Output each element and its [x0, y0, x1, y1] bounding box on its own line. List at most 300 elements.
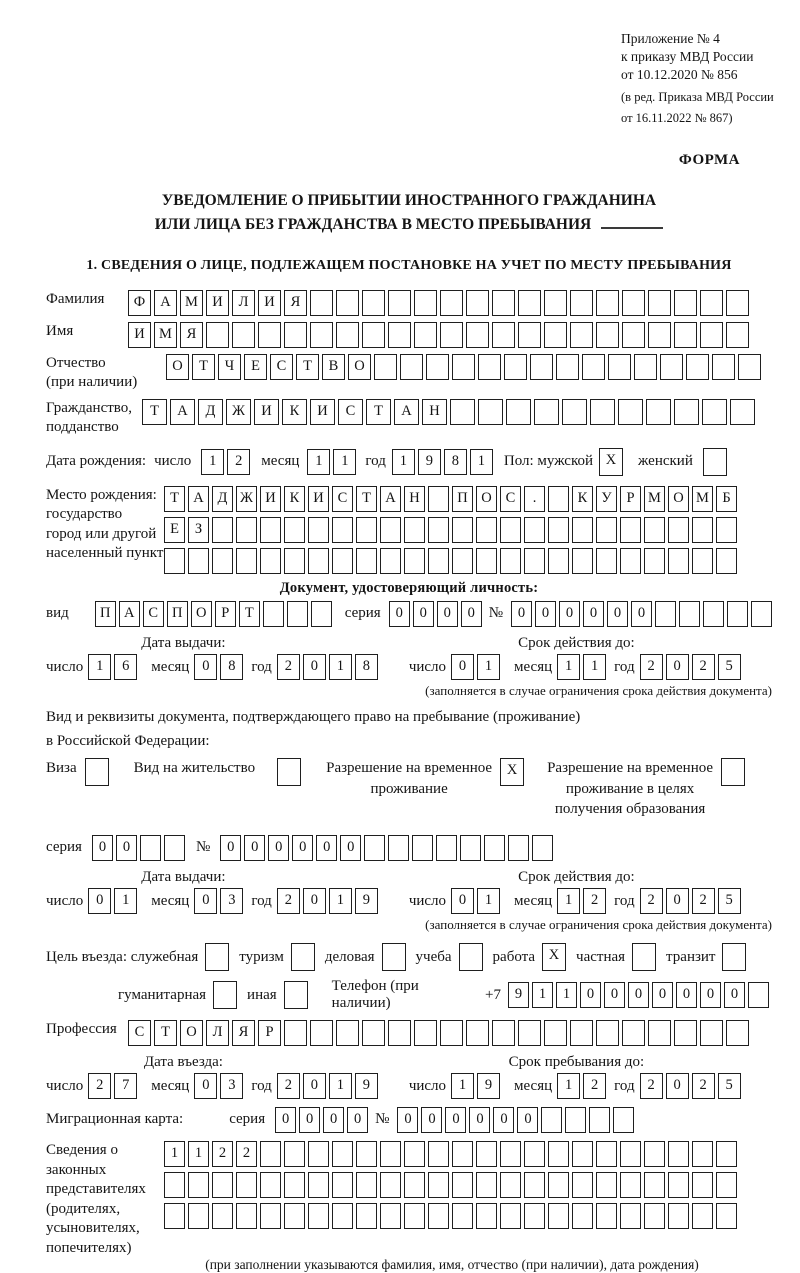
permit-issue-year-cell[interactable]: 2 [277, 888, 300, 914]
profession-cell[interactable] [570, 1020, 593, 1046]
migration-number-cell[interactable] [589, 1107, 610, 1133]
birth-place-cell[interactable] [476, 517, 497, 543]
representatives-cell[interactable] [668, 1141, 689, 1167]
patronymic-cell[interactable] [504, 354, 527, 380]
id-kind-cell[interactable] [311, 601, 332, 627]
profession-cell[interactable] [648, 1020, 671, 1046]
patronymic-cell[interactable] [738, 354, 761, 380]
permit-number-cell[interactable]: 0 [316, 835, 337, 861]
surname-cell[interactable] [518, 290, 541, 316]
purpose-business-box[interactable] [382, 943, 406, 971]
citizenship-cell[interactable] [450, 399, 475, 425]
birth-place-cell[interactable] [380, 517, 401, 543]
birth-month-cell[interactable]: 1 [307, 449, 330, 475]
representatives-cell[interactable] [332, 1141, 353, 1167]
migration-number-cell[interactable]: 0 [493, 1107, 514, 1133]
surname-cell[interactable] [362, 290, 385, 316]
entry-month-cell[interactable]: 3 [220, 1073, 243, 1099]
representatives-cell[interactable]: 2 [212, 1141, 233, 1167]
permit-number-cell[interactable]: 0 [244, 835, 265, 861]
birth-place-cell[interactable] [452, 517, 473, 543]
birth-place-cell[interactable] [308, 517, 329, 543]
permit-expiry-day-cell[interactable]: 0 [451, 888, 474, 914]
representatives-cell[interactable] [260, 1172, 281, 1198]
surname-cell[interactable]: А [154, 290, 177, 316]
birth-place-cell[interactable] [500, 517, 521, 543]
id-number-cell[interactable] [679, 601, 700, 627]
birth-place-cell[interactable] [572, 517, 593, 543]
surname-cell[interactable]: И [206, 290, 229, 316]
phone-cell[interactable]: 0 [700, 982, 721, 1008]
birth-place-cell[interactable] [620, 548, 641, 574]
birth-year-cell[interactable]: 1 [470, 449, 493, 475]
birth-place-cell[interactable]: К [572, 486, 593, 512]
permit-issue-day-cell[interactable]: 0 [88, 888, 111, 914]
citizenship-cell[interactable]: А [170, 399, 195, 425]
representatives-cell[interactable] [356, 1203, 377, 1229]
representatives-cell[interactable]: 1 [164, 1141, 185, 1167]
patronymic-cell[interactable] [400, 354, 423, 380]
permit-expiry-month-cell[interactable]: 2 [583, 888, 606, 914]
representatives-cell[interactable] [620, 1203, 641, 1229]
sex-female-box[interactable] [703, 448, 727, 476]
id-number-cell[interactable]: 0 [511, 601, 532, 627]
birth-place-cell[interactable] [572, 548, 593, 574]
representatives-cell[interactable] [164, 1203, 185, 1229]
representatives-cell[interactable] [548, 1172, 569, 1198]
birth-day-cell[interactable]: 1 [201, 449, 224, 475]
birth-place-cell[interactable] [428, 486, 449, 512]
citizenship-cell[interactable] [562, 399, 587, 425]
birth-place-cell[interactable] [380, 548, 401, 574]
birth-day-cell[interactable]: 2 [227, 449, 250, 475]
birth-place-cell[interactable]: Р [620, 486, 641, 512]
given-name-cell[interactable] [648, 322, 671, 348]
given-name-cell[interactable] [414, 322, 437, 348]
patronymic-cell[interactable] [634, 354, 657, 380]
entry-day-cell[interactable]: 2 [88, 1073, 111, 1099]
phone-cell[interactable]: 9 [508, 982, 529, 1008]
birth-place-cell[interactable]: И [260, 486, 281, 512]
surname-cell[interactable] [336, 290, 359, 316]
entry-year-cell[interactable]: 1 [329, 1073, 352, 1099]
birth-place-cell[interactable] [428, 517, 449, 543]
representatives-cell[interactable] [452, 1203, 473, 1229]
id-kind-cell[interactable]: Р [215, 601, 236, 627]
temp-residence-edu-box[interactable] [721, 758, 745, 786]
phone-cell[interactable] [748, 982, 769, 1008]
surname-cell[interactable] [648, 290, 671, 316]
given-name-cell[interactable] [310, 322, 333, 348]
birth-place-cell[interactable] [476, 548, 497, 574]
patronymic-cell[interactable]: Т [192, 354, 215, 380]
profession-cell[interactable] [518, 1020, 541, 1046]
migration-number-cell[interactable]: 0 [517, 1107, 538, 1133]
birth-place-cell[interactable]: О [476, 486, 497, 512]
representatives-cell[interactable] [404, 1172, 425, 1198]
representatives-cell[interactable] [716, 1141, 737, 1167]
phone-cell[interactable]: 0 [580, 982, 601, 1008]
representatives-cell[interactable] [452, 1141, 473, 1167]
profession-cell[interactable] [414, 1020, 437, 1046]
id-series-cell[interactable]: 0 [389, 601, 410, 627]
purpose-other-box[interactable] [284, 981, 308, 1009]
patronymic-cell[interactable] [374, 354, 397, 380]
given-name-cell[interactable]: И [128, 322, 151, 348]
migration-number-cell[interactable] [613, 1107, 634, 1133]
id-expiry-year-cell[interactable]: 5 [718, 654, 741, 680]
id-expiry-month-cell[interactable]: 1 [583, 654, 606, 680]
birth-place-cell[interactable]: Д [212, 486, 233, 512]
permit-issue-day-cell[interactable]: 1 [114, 888, 137, 914]
profession-cell[interactable] [336, 1020, 359, 1046]
stay-year-cell[interactable]: 0 [666, 1073, 689, 1099]
birth-place-cell[interactable] [236, 517, 257, 543]
migration-series-cell[interactable]: 0 [323, 1107, 344, 1133]
patronymic-cell[interactable] [660, 354, 683, 380]
permit-number-cell[interactable] [388, 835, 409, 861]
citizenship-cell[interactable] [534, 399, 559, 425]
permit-number-cell[interactable] [412, 835, 433, 861]
given-name-cell[interactable] [570, 322, 593, 348]
surname-cell[interactable] [414, 290, 437, 316]
permit-number-cell[interactable] [484, 835, 505, 861]
profession-cell[interactable]: О [180, 1020, 203, 1046]
surname-cell[interactable] [700, 290, 723, 316]
entry-year-cell[interactable]: 2 [277, 1073, 300, 1099]
stay-month-cell[interactable]: 2 [583, 1073, 606, 1099]
entry-year-cell[interactable]: 0 [303, 1073, 326, 1099]
representatives-cell[interactable] [644, 1203, 665, 1229]
profession-cell[interactable]: Л [206, 1020, 229, 1046]
permit-series-cell[interactable] [164, 835, 185, 861]
representatives-cell[interactable] [236, 1203, 257, 1229]
birth-place-cell[interactable] [404, 548, 425, 574]
stay-month-cell[interactable]: 1 [557, 1073, 580, 1099]
id-number-cell[interactable]: 0 [631, 601, 652, 627]
surname-cell[interactable] [596, 290, 619, 316]
profession-cell[interactable]: Я [232, 1020, 255, 1046]
permit-expiry-year-cell[interactable]: 5 [718, 888, 741, 914]
birth-place-cell[interactable] [428, 548, 449, 574]
patronymic-cell[interactable] [426, 354, 449, 380]
permit-number-cell[interactable] [460, 835, 481, 861]
permit-issue-month-cell[interactable]: 3 [220, 888, 243, 914]
patronymic-cell[interactable] [556, 354, 579, 380]
entry-year-cell[interactable]: 9 [355, 1073, 378, 1099]
id-issue-year-cell[interactable]: 8 [355, 654, 378, 680]
representatives-cell[interactable] [524, 1141, 545, 1167]
citizenship-cell[interactable]: Т [366, 399, 391, 425]
birth-place-cell[interactable] [356, 548, 377, 574]
representatives-cell[interactable] [668, 1172, 689, 1198]
representatives-cell[interactable] [524, 1172, 545, 1198]
permit-series-cell[interactable] [140, 835, 161, 861]
profession-cell[interactable] [544, 1020, 567, 1046]
surname-cell[interactable]: Я [284, 290, 307, 316]
phone-cell[interactable]: 1 [556, 982, 577, 1008]
birth-place-cell[interactable]: Ж [236, 486, 257, 512]
surname-cell[interactable]: Ф [128, 290, 151, 316]
patronymic-cell[interactable]: В [322, 354, 345, 380]
permit-number-cell[interactable] [436, 835, 457, 861]
given-name-cell[interactable] [674, 322, 697, 348]
birth-place-cell[interactable]: К [284, 486, 305, 512]
permit-expiry-day-cell[interactable]: 1 [477, 888, 500, 914]
representatives-cell[interactable] [404, 1203, 425, 1229]
profession-cell[interactable] [310, 1020, 333, 1046]
representatives-cell[interactable] [212, 1172, 233, 1198]
id-kind-cell[interactable]: Т [239, 601, 260, 627]
profession-cell[interactable] [700, 1020, 723, 1046]
representatives-cell[interactable] [524, 1203, 545, 1229]
profession-cell[interactable] [284, 1020, 307, 1046]
given-name-cell[interactable] [726, 322, 749, 348]
given-name-cell[interactable] [544, 322, 567, 348]
surname-cell[interactable]: Л [232, 290, 255, 316]
migration-number-cell[interactable]: 0 [445, 1107, 466, 1133]
birth-place-cell[interactable] [404, 517, 425, 543]
permit-issue-year-cell[interactable]: 9 [355, 888, 378, 914]
representatives-cell[interactable] [500, 1203, 521, 1229]
birth-place-cell[interactable] [644, 548, 665, 574]
surname-cell[interactable] [570, 290, 593, 316]
representatives-cell[interactable] [476, 1203, 497, 1229]
citizenship-cell[interactable]: А [394, 399, 419, 425]
id-expiry-year-cell[interactable]: 2 [692, 654, 715, 680]
representatives-cell[interactable] [380, 1203, 401, 1229]
birth-place-cell[interactable] [596, 548, 617, 574]
given-name-cell[interactable] [362, 322, 385, 348]
citizenship-cell[interactable] [478, 399, 503, 425]
birth-place-cell[interactable] [164, 548, 185, 574]
representatives-cell[interactable]: 1 [188, 1141, 209, 1167]
representatives-cell[interactable] [572, 1203, 593, 1229]
id-number-cell[interactable] [751, 601, 772, 627]
representatives-cell[interactable] [380, 1172, 401, 1198]
birth-place-cell[interactable] [308, 548, 329, 574]
birth-place-cell[interactable] [452, 548, 473, 574]
profession-cell[interactable] [674, 1020, 697, 1046]
birth-place-cell[interactable]: У [596, 486, 617, 512]
patronymic-cell[interactable] [582, 354, 605, 380]
entry-day-cell[interactable]: 7 [114, 1073, 137, 1099]
patronymic-cell[interactable] [478, 354, 501, 380]
surname-cell[interactable] [310, 290, 333, 316]
birth-place-cell[interactable] [284, 517, 305, 543]
permit-number-cell[interactable] [508, 835, 529, 861]
id-expiry-month-cell[interactable]: 1 [557, 654, 580, 680]
surname-cell[interactable] [544, 290, 567, 316]
stay-year-cell[interactable]: 2 [692, 1073, 715, 1099]
given-name-cell[interactable] [284, 322, 307, 348]
permit-number-cell[interactable]: 0 [220, 835, 241, 861]
purpose-humanitarian-box[interactable] [213, 981, 237, 1009]
representatives-cell[interactable] [692, 1172, 713, 1198]
given-name-cell[interactable] [622, 322, 645, 348]
birth-place-cell[interactable] [716, 517, 737, 543]
representatives-cell[interactable] [716, 1203, 737, 1229]
profession-cell[interactable]: Т [154, 1020, 177, 1046]
citizenship-cell[interactable]: Т [142, 399, 167, 425]
birth-place-cell[interactable] [692, 548, 713, 574]
surname-cell[interactable]: М [180, 290, 203, 316]
given-name-cell[interactable] [466, 322, 489, 348]
birth-place-cell[interactable] [524, 548, 545, 574]
birth-place-cell[interactable] [668, 548, 689, 574]
citizenship-cell[interactable]: С [338, 399, 363, 425]
id-issue-day-cell[interactable]: 1 [88, 654, 111, 680]
permit-issue-year-cell[interactable]: 1 [329, 888, 352, 914]
profession-cell[interactable] [440, 1020, 463, 1046]
given-name-cell[interactable] [336, 322, 359, 348]
birth-place-cell[interactable] [524, 517, 545, 543]
migration-number-cell[interactable]: 0 [469, 1107, 490, 1133]
representatives-cell[interactable] [620, 1172, 641, 1198]
birth-place-cell[interactable]: Е [164, 517, 185, 543]
birth-place-cell[interactable]: С [500, 486, 521, 512]
representatives-cell[interactable] [332, 1172, 353, 1198]
permit-number-cell[interactable] [364, 835, 385, 861]
representatives-cell[interactable] [476, 1141, 497, 1167]
id-number-cell[interactable]: 0 [583, 601, 604, 627]
representatives-cell[interactable] [572, 1172, 593, 1198]
representatives-cell[interactable] [572, 1141, 593, 1167]
permit-number-cell[interactable] [532, 835, 553, 861]
permit-series-cell[interactable]: 0 [92, 835, 113, 861]
profession-cell[interactable] [362, 1020, 385, 1046]
citizenship-cell[interactable] [646, 399, 671, 425]
patronymic-cell[interactable] [530, 354, 553, 380]
birth-place-cell[interactable] [716, 548, 737, 574]
birth-year-cell[interactable]: 8 [444, 449, 467, 475]
id-series-cell[interactable]: 0 [437, 601, 458, 627]
permit-expiry-year-cell[interactable]: 0 [666, 888, 689, 914]
patronymic-cell[interactable]: Ч [218, 354, 241, 380]
birth-place-cell[interactable] [356, 517, 377, 543]
id-issue-year-cell[interactable]: 2 [277, 654, 300, 680]
birth-year-cell[interactable]: 1 [392, 449, 415, 475]
surname-cell[interactable] [466, 290, 489, 316]
citizenship-cell[interactable] [730, 399, 755, 425]
profession-cell[interactable] [388, 1020, 411, 1046]
representatives-cell[interactable] [356, 1141, 377, 1167]
citizenship-cell[interactable] [674, 399, 699, 425]
visa-box[interactable] [85, 758, 109, 786]
given-name-cell[interactable] [596, 322, 619, 348]
permit-number-cell[interactable]: 0 [292, 835, 313, 861]
birth-place-cell[interactable] [548, 517, 569, 543]
surname-cell[interactable] [726, 290, 749, 316]
permit-issue-year-cell[interactable]: 0 [303, 888, 326, 914]
purpose-private-box[interactable] [632, 943, 656, 971]
birth-place-cell[interactable] [644, 517, 665, 543]
temp-residence-box[interactable]: X [500, 758, 524, 786]
profession-cell[interactable]: Р [258, 1020, 281, 1046]
stay-day-cell[interactable]: 9 [477, 1073, 500, 1099]
representatives-cell[interactable] [620, 1141, 641, 1167]
representatives-cell[interactable] [308, 1172, 329, 1198]
phone-cell[interactable]: 1 [532, 982, 553, 1008]
permit-expiry-year-cell[interactable]: 2 [640, 888, 663, 914]
permit-expiry-month-cell[interactable]: 1 [557, 888, 580, 914]
representatives-cell[interactable] [332, 1203, 353, 1229]
representatives-cell[interactable] [668, 1203, 689, 1229]
birth-place-cell[interactable] [212, 548, 233, 574]
birth-place-cell[interactable]: М [692, 486, 713, 512]
given-name-cell[interactable] [440, 322, 463, 348]
given-name-cell[interactable] [258, 322, 281, 348]
id-expiry-day-cell[interactable]: 1 [477, 654, 500, 680]
representatives-cell[interactable] [596, 1141, 617, 1167]
id-series-cell[interactable]: 0 [413, 601, 434, 627]
representatives-cell[interactable] [548, 1141, 569, 1167]
id-issue-year-cell[interactable]: 1 [329, 654, 352, 680]
profession-cell[interactable]: С [128, 1020, 151, 1046]
representatives-cell[interactable] [716, 1172, 737, 1198]
birth-place-cell[interactable] [212, 517, 233, 543]
sex-male-box[interactable]: X [599, 448, 623, 476]
representatives-cell[interactable]: 2 [236, 1141, 257, 1167]
migration-number-cell[interactable]: 0 [397, 1107, 418, 1133]
birth-place-cell[interactable]: О [668, 486, 689, 512]
representatives-cell[interactable] [284, 1172, 305, 1198]
birth-month-cell[interactable]: 1 [333, 449, 356, 475]
patronymic-cell[interactable] [686, 354, 709, 380]
citizenship-cell[interactable]: К [282, 399, 307, 425]
permit-series-cell[interactable]: 0 [116, 835, 137, 861]
birth-place-cell[interactable] [260, 548, 281, 574]
permit-issue-month-cell[interactable]: 0 [194, 888, 217, 914]
representatives-cell[interactable] [356, 1172, 377, 1198]
given-name-cell[interactable] [518, 322, 541, 348]
given-name-cell[interactable] [388, 322, 411, 348]
representatives-cell[interactable] [500, 1141, 521, 1167]
given-name-cell[interactable]: М [154, 322, 177, 348]
purpose-study-box[interactable] [459, 943, 483, 971]
purpose-work-box[interactable]: X [542, 943, 566, 971]
birth-place-cell[interactable] [332, 548, 353, 574]
birth-place-cell[interactable] [548, 548, 569, 574]
patronymic-cell[interactable]: О [166, 354, 189, 380]
id-number-cell[interactable] [655, 601, 676, 627]
id-kind-cell[interactable]: А [119, 601, 140, 627]
citizenship-cell[interactable]: Д [198, 399, 223, 425]
representatives-cell[interactable] [548, 1203, 569, 1229]
citizenship-cell[interactable]: Ж [226, 399, 251, 425]
migration-number-cell[interactable]: 0 [421, 1107, 442, 1133]
representatives-cell[interactable] [452, 1172, 473, 1198]
representatives-cell[interactable] [380, 1141, 401, 1167]
representatives-cell[interactable] [308, 1141, 329, 1167]
birth-place-cell[interactable]: И [308, 486, 329, 512]
id-expiry-day-cell[interactable]: 0 [451, 654, 474, 680]
citizenship-cell[interactable] [618, 399, 643, 425]
id-kind-cell[interactable]: С [143, 601, 164, 627]
birth-place-cell[interactable]: З [188, 517, 209, 543]
id-kind-cell[interactable]: О [191, 601, 212, 627]
birth-place-cell[interactable] [620, 517, 641, 543]
birth-place-cell[interactable] [500, 548, 521, 574]
id-expiry-year-cell[interactable]: 2 [640, 654, 663, 680]
representatives-cell[interactable] [164, 1172, 185, 1198]
representatives-cell[interactable] [644, 1172, 665, 1198]
migration-number-cell[interactable] [565, 1107, 586, 1133]
id-number-cell[interactable] [703, 601, 724, 627]
surname-cell[interactable] [622, 290, 645, 316]
birth-place-cell[interactable]: А [188, 486, 209, 512]
patronymic-cell[interactable]: Т [296, 354, 319, 380]
